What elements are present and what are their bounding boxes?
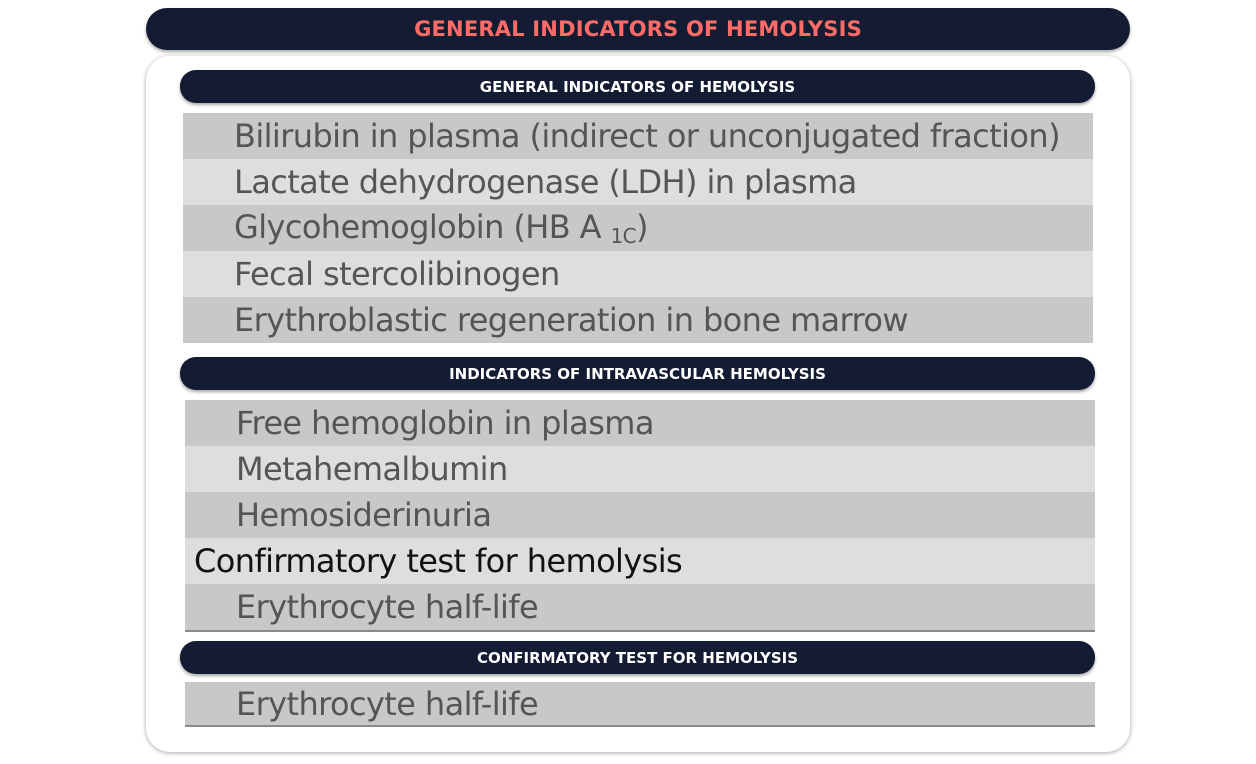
list-item [185, 492, 1095, 538]
list-item [185, 400, 1095, 446]
list-item [183, 113, 1093, 159]
section-title-confirmatory: CONFIRMATORY TEST FOR HEMOLYSIS [476, 648, 799, 667]
list-intravascular [185, 400, 1095, 632]
list-item [183, 205, 1093, 251]
section-title-general: GENERAL INDICATORS OF HEMOLYSIS [479, 77, 796, 96]
list-item [185, 538, 1095, 584]
list-item [185, 446, 1095, 492]
glyco-subscript: 1C [610, 224, 636, 248]
row-label: Lactate dehydrogenase (LDH) in plasma [234, 163, 857, 201]
row-label-emphasis: Confirmatory test for hemolysis [194, 542, 683, 580]
section-title-intravascular: INDICATORS OF INTRAVASCULAR HEMOLYSIS [449, 364, 826, 383]
section-header-intravascular [180, 357, 1095, 390]
main-title: GENERAL INDICATORS OF HEMOLYSIS [414, 17, 862, 41]
row-label: Fecal stercolibinogen [234, 255, 560, 293]
row-label: Bilirubin in plasma (indirect or unconjugated fraction) [234, 117, 1060, 155]
list-item [183, 251, 1093, 297]
row-label: Metahemalbumin [236, 450, 508, 488]
row-label: Erythrocyte half-life [236, 684, 539, 723]
main-header [146, 8, 1130, 50]
row-label: Erythrocyte half-life [236, 588, 539, 626]
list-confirmatory [185, 682, 1095, 727]
list-item [185, 682, 1095, 725]
list-general [183, 113, 1093, 343]
section-header-confirmatory [180, 641, 1095, 674]
row-label-glycohemoglobin [234, 208, 648, 248]
glyco-close: ) [636, 208, 648, 246]
row-label: Hemosiderinuria [236, 496, 492, 534]
list-item [183, 159, 1093, 205]
row-label: Erythroblastic regeneration in bone marrow [234, 301, 908, 339]
section-header-general [180, 70, 1095, 103]
list-item [185, 584, 1095, 630]
glyco-text: Glycohemoglobin (HB A [234, 208, 601, 246]
row-label: Free hemoglobin in plasma [236, 404, 654, 442]
list-item [183, 297, 1093, 343]
